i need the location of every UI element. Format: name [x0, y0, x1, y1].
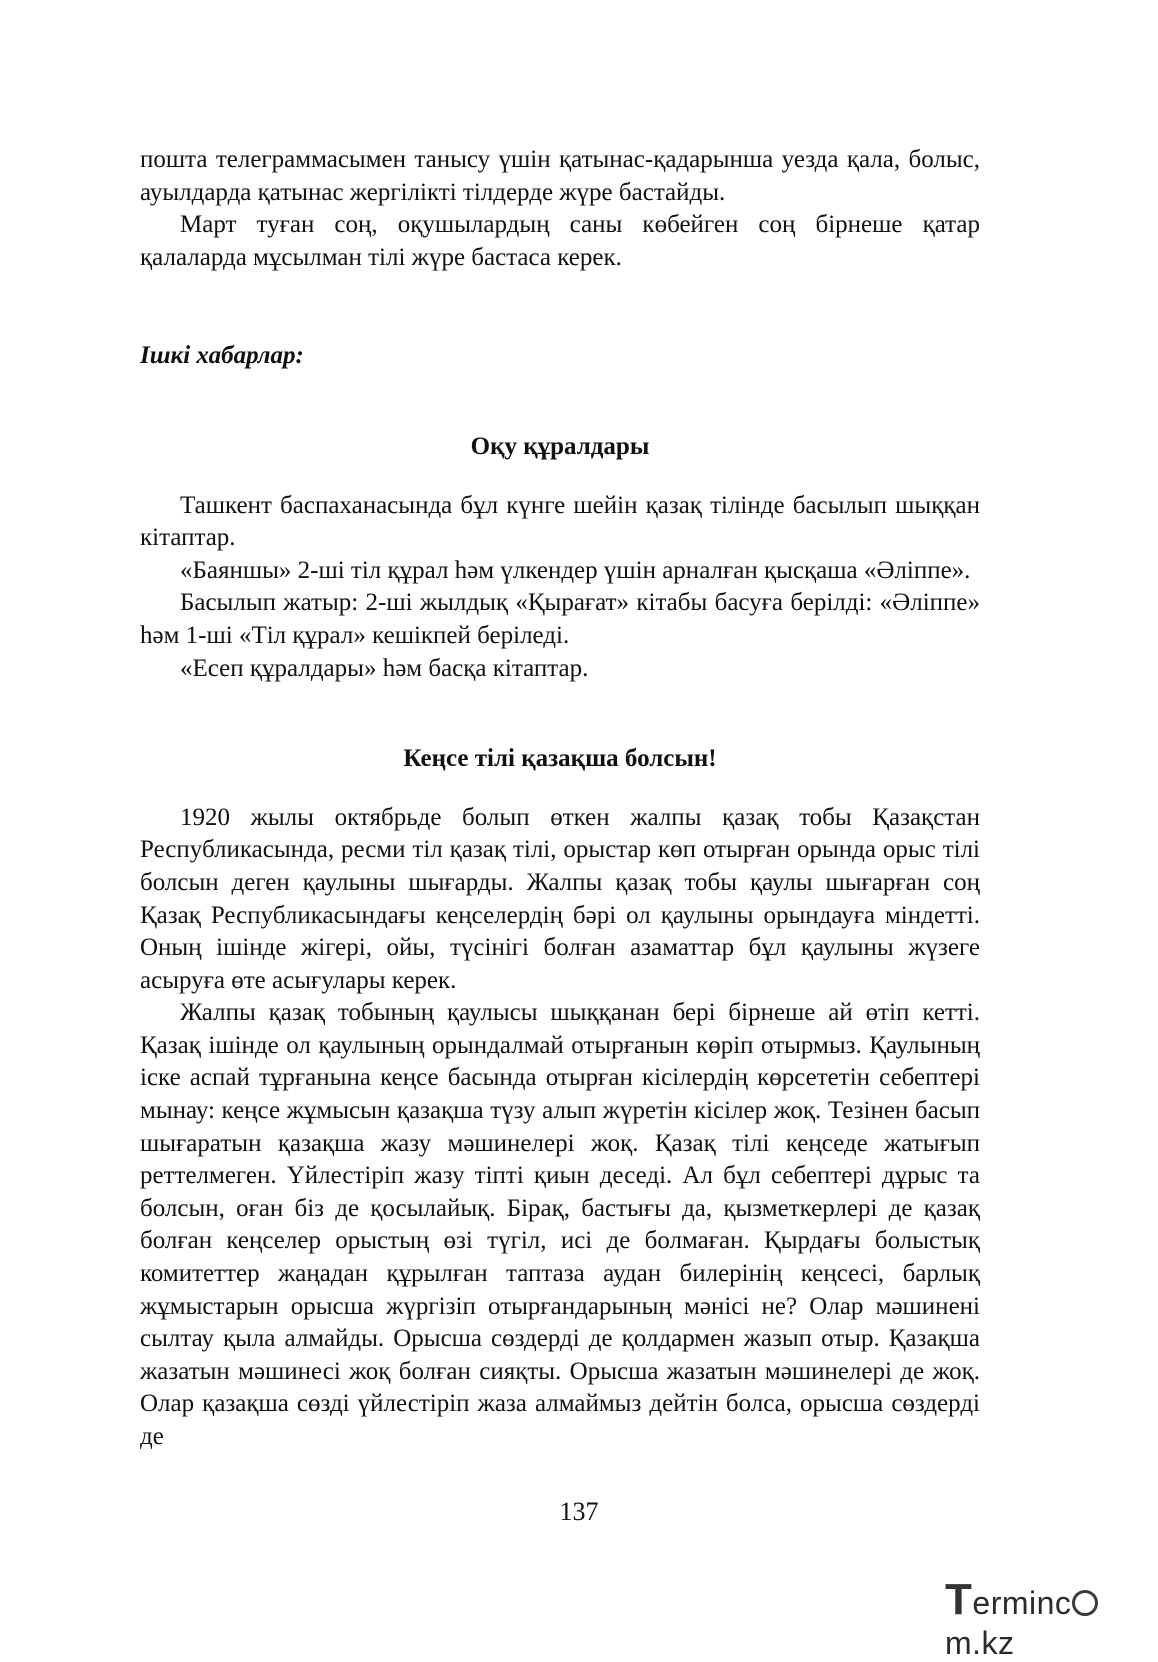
section-heading: Оқу құралдары: [470, 432, 650, 460]
paragraph: «Баяншы» 2-ші тіл құрал һәм үлкендер үшін арналған қысқаша «Әліппе».: [180, 556, 971, 584]
paragraph: Жалпы қазақ тобының қаулысы шыққанан бері бірнеше ай өтіп кетті. Қазақ ішінде ол қаулының орындалмай отырғанын көріп отырмыз. Қаулының іске аспай тұрғанына кеңсе басында отырған кісілердің көрсететін себептері мынау: кеңсе жұмысын қазақша түзу алып жүретін кісілер жоқ. Тезінен басып шығаратын қазақша жазу мәшинелері жоқ. Қазақ тілі кеңседе жатығып реттелмеген. Үйлестіріп жазу тіпті қиын деседі. Ал бұл себептері дұрыс та болсын, оған біз де қосылайық. Бірақ, бастығы да, қызметкерлері де қазақ болған кеңселер орыстың өзі түгіл, исі де болмаған. Қырдағы болыстық комитеттер жаңадан құрылған таптаза аудан билерінің кеңсесі, барлық жұмыстарын орысша жүргізіп отырғандарының мәнісі не? Олар мәшинені сылтау қыла алмайды. Орысша сөздерді де қолдармен жазып отыр. Қазақша жазатын мәшинесі жоқ болған сияқты. Орысша жазатын мәшинелері де жоқ. Олар қазақша сөзді үйлестіріп жаза алмаймыз дейтін болса, орысша сөздерді де: [140, 999, 980, 1450]
page-number: 137: [559, 1497, 599, 1526]
paragraph: Март туған соң, оқушылардың саны көбейген соң бірнеше қатар қалаларда мұсылман тілі жүре бастаса керек.: [140, 211, 980, 271]
logo-text-domain: m.kz: [945, 1625, 1015, 1661]
paragraph: «Есеп құралдары» һәм басқа кітаптар.: [180, 654, 589, 682]
paragraph: Басылып жатыр: 2-ші жылдық «Қырағат» кітабы басуға берілді: «Әліппе» һәм 1-ші «Тіл құрал» кешікпей беріледі.: [140, 589, 980, 649]
document-page: [140, 144, 980, 1454]
paragraph: Ташкент баспаханасында бұл күнге шейін қазақ тілінде басылып шыққан кітаптар.: [140, 491, 980, 552]
logo-letter: T: [945, 1575, 973, 1624]
section-label: Ішкі хабарлар:: [140, 342, 304, 370]
logo-text: erminc: [972, 1585, 1072, 1621]
paragraph: пошта телеграммасымен танысу үшін қатынас-қадарынша уезда қала, болыс, ауылдарда қатынас жергілікті тілдерде жүре бастайды.: [140, 146, 980, 206]
terminkom-logo[interactable]: [945, 1575, 1145, 1661]
logo-circle-icon: [1072, 1590, 1098, 1616]
paragraph: 1920 жылы октябрьде болып өткен жалпы қазақ тобы Қазақстан Республикасында, ресми тіл қазақ тілі, орыстар көп отырған орында орыс тілі болсын деген қаулыны шығарды. Жалпы қазақ тобы қаулы шығарған соң Қазақ Республикасындағы кеңселердің бәрі ол қаулыны орындауға міндетті. Оның ішінде жігері, ойы, түсінігі болған азаматтар бұл қаулыны жүзеге асыруға өте асығулары керек.: [140, 803, 980, 994]
section-heading: Кеңсе тілі қазақша болсын!: [403, 745, 717, 773]
